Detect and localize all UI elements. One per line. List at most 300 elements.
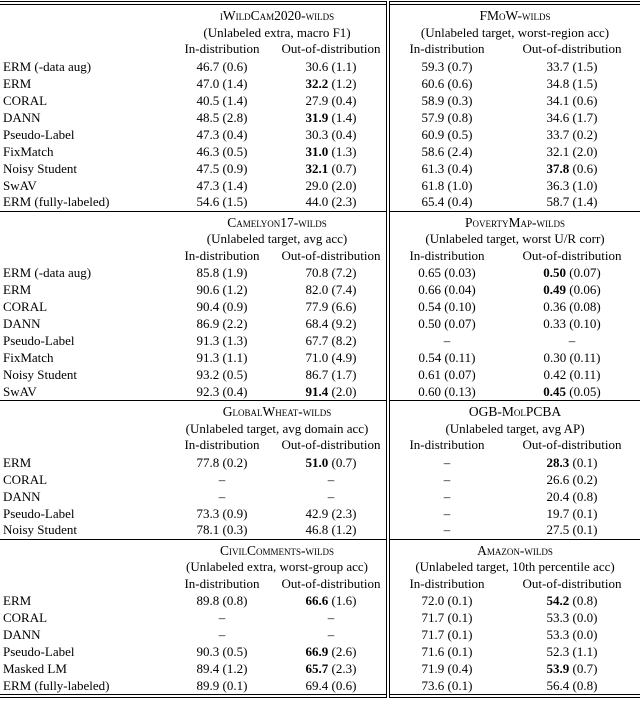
metric-stderr: (0.5) [222, 367, 248, 382]
dataset-subtitle-left: (Unlabeled target, avg acc) [206, 231, 348, 246]
table-row [0, 316, 640, 333]
value-cell [168, 350, 276, 367]
metric-stderr: (1.4) [572, 194, 598, 210]
metric-stderr: (0.4) [447, 160, 473, 176]
value-cell [504, 265, 640, 282]
dataset-title-left: Camelyon17-wilds [168, 211, 388, 231]
metric-stderr: (0.9) [222, 160, 248, 176]
value-cell [168, 454, 276, 471]
metric-value: 58.6 [421, 143, 445, 159]
metric-stderr: (0.10) [569, 316, 601, 331]
metric-stderr: (1.1) [331, 58, 357, 74]
metric-value: 90.6 [196, 282, 220, 297]
value-cell [168, 367, 276, 384]
table-row [0, 471, 640, 488]
value-cell [276, 58, 388, 75]
metric-value: 0.54 [418, 350, 442, 365]
table-row [0, 505, 640, 522]
dataset-subtitle-row [0, 420, 640, 437]
metric-stderr: (2.8) [222, 109, 248, 125]
column-header-in-distribution: In-distribution [184, 247, 260, 263]
value-cell [168, 299, 276, 316]
value-cell [276, 282, 388, 299]
method-label: CORAL [3, 92, 48, 108]
metric-stderr: (1.4) [222, 75, 248, 91]
metric-value: 0.42 [543, 367, 567, 382]
dataset-subtitle-row [0, 559, 640, 576]
table-row [0, 177, 640, 194]
value-cell [388, 644, 504, 661]
metric-value: – [443, 471, 451, 487]
dataset-subtitle-right: (Unlabeled target, avg AP) [388, 420, 640, 437]
metric-stderr: (8.2) [331, 333, 357, 348]
metric-stderr: (0.2) [222, 454, 248, 470]
column-header-in-distribution: In-distribution [388, 576, 504, 593]
metric-value: 0.50 [543, 265, 567, 280]
metric-value: – [327, 471, 335, 487]
metric-value: 91.3 [196, 333, 220, 348]
value-cell [168, 75, 276, 92]
column-header-row [0, 437, 640, 454]
value-cell [504, 350, 640, 367]
metric-stderr: (0.1) [447, 593, 473, 608]
table-row [0, 299, 640, 316]
metric-stderr: (0.1) [447, 610, 473, 625]
dataset-title-left: GlobalWheat-wilds [168, 401, 388, 421]
value-cell [388, 627, 504, 644]
value-cell [168, 160, 276, 177]
table-row [0, 367, 640, 384]
metric-stderr: (0.1) [222, 677, 248, 693]
metric-stderr: (1.7) [572, 109, 598, 125]
value-cell [276, 143, 388, 160]
value-cell [276, 644, 388, 661]
metric-value: 46.7 [196, 58, 220, 74]
method-column-spacer [0, 24, 168, 41]
value-cell [168, 177, 276, 194]
metric-value: 91.4 [305, 383, 329, 399]
metric-stderr: (0.8) [447, 109, 473, 125]
value-cell [168, 143, 276, 160]
method-label: Masked LM [3, 661, 67, 676]
metric-value: 89.8 [196, 593, 220, 608]
value-cell [388, 333, 504, 350]
metric-stderr: (0.8) [572, 677, 598, 693]
metric-stderr: (0.03) [444, 265, 476, 280]
metric-value: 60.6 [421, 75, 445, 91]
metric-stderr: (0.10) [444, 299, 476, 314]
metric-value: 54.6 [196, 194, 220, 210]
metric-value: 91.3 [196, 350, 220, 365]
metric-stderr: (0.9) [222, 299, 248, 314]
column-header-out-of-distribution: Out-of-distribution [281, 575, 381, 591]
metric-value: 71.6 [421, 644, 445, 659]
value-cell [168, 522, 276, 539]
metric-value: 30.6 [305, 58, 329, 74]
dataset-title-right: OGB-MolPCBA [388, 401, 640, 421]
column-header-row [0, 41, 640, 58]
metric-stderr: (2.0) [572, 143, 598, 159]
dataset-title-left: CivilComments-wilds [168, 539, 388, 559]
metric-stderr: (2.3) [331, 194, 357, 210]
metric-stderr: (6.6) [331, 299, 357, 314]
value-cell [504, 610, 640, 627]
metric-stderr: (0.7) [331, 454, 357, 470]
method-label: SwAV [3, 383, 37, 399]
method-label: DANN [3, 488, 41, 504]
column-header-in-distribution: In-distribution [184, 437, 260, 452]
metric-value: 31.9 [305, 109, 329, 125]
table-row [0, 58, 640, 75]
metric-value: 53.3 [546, 610, 570, 625]
value-cell [504, 661, 640, 678]
metric-value: 27.9 [305, 92, 329, 108]
metric-value: – [568, 333, 576, 348]
value-cell [388, 593, 504, 610]
method-label: ERM (fully-labeled) [3, 194, 110, 210]
metric-value: 42.9 [305, 505, 329, 521]
dataset-subtitle-right: (Unlabeled target, 10th percentile acc) [388, 559, 640, 576]
metric-stderr: (0.1) [447, 644, 473, 659]
metric-value: 47.5 [196, 160, 220, 176]
metric-value: 19.7 [546, 505, 570, 521]
metric-value: – [443, 488, 451, 504]
dataset-title-right: PovertyMap-wilds [388, 211, 640, 231]
metric-value: 31.0 [305, 143, 329, 159]
value-cell [504, 367, 640, 384]
method-label: Pseudo-Label [3, 333, 75, 348]
metric-stderr: (0.7) [447, 58, 473, 74]
method-label: Pseudo-Label [3, 505, 75, 521]
metric-stderr: (1.3) [331, 143, 357, 159]
metric-stderr: (0.2) [572, 471, 598, 487]
table-row [0, 644, 640, 661]
value-cell [276, 126, 388, 143]
metric-value: 73.3 [196, 505, 220, 521]
value-cell [168, 505, 276, 522]
metric-stderr: (0.11) [444, 350, 476, 365]
table-row [0, 109, 640, 126]
metric-value: 47.3 [196, 177, 220, 193]
metric-stderr: (2.0) [331, 177, 357, 193]
value-cell [388, 126, 504, 143]
table-row [0, 593, 640, 610]
metric-stderr: (0.4) [331, 92, 357, 108]
metric-stderr: (9.2) [331, 316, 357, 331]
metric-stderr: (0.1) [572, 505, 598, 521]
metric-value: 59.3 [421, 58, 445, 74]
value-cell [504, 194, 640, 211]
metric-value: 0.50 [418, 316, 442, 331]
value-cell [504, 109, 640, 126]
metric-stderr: (2.6) [331, 644, 357, 659]
metric-value: – [327, 488, 335, 504]
value-cell [276, 610, 388, 627]
metric-value: 32.2 [305, 75, 329, 91]
value-cell [168, 384, 276, 401]
value-cell [504, 678, 640, 696]
method-label: CORAL [3, 610, 48, 625]
metric-stderr: (0.8) [222, 593, 248, 608]
metric-stderr: (0.1) [572, 522, 598, 538]
metric-stderr: (1.3) [222, 333, 248, 348]
method-label: Pseudo-Label [3, 644, 75, 659]
column-header-out-of-distribution: Out-of-distribution [522, 437, 622, 452]
value-cell [504, 126, 640, 143]
method-column-spacer [0, 437, 168, 454]
method-label: ERM [3, 454, 32, 470]
value-cell [504, 505, 640, 522]
value-cell [168, 627, 276, 644]
method-column-spacer [0, 420, 168, 437]
metric-stderr: (0.11) [569, 350, 601, 365]
table-row [0, 610, 640, 627]
metric-value: 34.6 [546, 109, 570, 125]
value-cell [504, 177, 640, 194]
metric-value: 86.9 [196, 316, 220, 331]
value-cell [504, 454, 640, 471]
metric-stderr: (4.9) [331, 350, 357, 365]
dataset-subtitle-left: (Unlabeled target, avg domain acc) [185, 420, 369, 436]
value-cell [388, 610, 504, 627]
method-label: ERM (-data aug) [3, 265, 92, 280]
value-cell [504, 488, 640, 505]
metric-stderr: (1.5) [222, 194, 248, 210]
method-column-spacer [0, 3, 168, 24]
metric-stderr: (0.2) [572, 126, 598, 142]
metric-value: 28.3 [546, 454, 570, 470]
metric-value: 82.0 [305, 282, 329, 297]
metric-value: 53.9 [546, 661, 570, 676]
value-cell [276, 177, 388, 194]
value-cell [388, 454, 504, 471]
value-cell [388, 299, 504, 316]
metric-value: – [218, 627, 226, 642]
metric-value: 34.8 [546, 75, 570, 91]
method-column-spacer [0, 539, 168, 559]
metric-value: 60.9 [421, 126, 445, 142]
benchmark-results-table [0, 1, 640, 698]
method-column-spacer [0, 401, 168, 421]
value-cell [168, 92, 276, 109]
metric-stderr: (0.5) [447, 126, 473, 142]
column-header-out-of-distribution: Out-of-distribution [281, 247, 381, 263]
value-cell [388, 75, 504, 92]
value-cell [388, 384, 504, 401]
metric-stderr: (1.7) [331, 367, 357, 382]
metric-stderr: (1.4) [222, 177, 248, 193]
metric-stderr: (1.1) [572, 644, 598, 659]
metric-value: 71.9 [421, 661, 445, 676]
metric-stderr: (0.13) [444, 383, 476, 399]
value-cell [388, 92, 504, 109]
metric-stderr: (0.5) [222, 644, 248, 659]
value-cell [276, 265, 388, 282]
metric-value: 72.0 [421, 593, 445, 608]
metric-value: 0.30 [543, 350, 567, 365]
metric-value: 85.8 [196, 265, 220, 280]
value-cell [276, 316, 388, 333]
metric-stderr: (0.6) [331, 677, 357, 693]
value-cell [276, 333, 388, 350]
table-row [0, 454, 640, 471]
value-cell [388, 522, 504, 539]
method-column-spacer [0, 41, 168, 58]
value-cell [504, 282, 640, 299]
metric-value: 0.60 [418, 383, 442, 399]
dataset-subtitle-right: (Unlabeled target, worst U/R corr) [388, 231, 640, 248]
metric-value: 48.5 [196, 109, 220, 125]
method-label: CORAL [3, 471, 48, 487]
value-cell [388, 109, 504, 126]
metric-value: 89.4 [196, 661, 220, 676]
metric-stderr: (0.06) [569, 282, 601, 297]
value-cell [388, 143, 504, 160]
dataset-subtitle-row [0, 231, 640, 248]
value-cell [168, 678, 276, 696]
metric-stderr: (0.1) [572, 454, 598, 470]
metric-stderr: (2.3) [331, 661, 357, 676]
metric-stderr: (0.6) [572, 92, 598, 108]
value-cell [168, 265, 276, 282]
value-cell [168, 610, 276, 627]
metric-stderr: (0.07) [569, 265, 601, 280]
metric-stderr: (0.4) [331, 126, 357, 142]
metric-value: 66.9 [305, 644, 329, 659]
value-cell [276, 522, 388, 539]
metric-stderr: (0.0) [572, 610, 598, 625]
metric-stderr: (1.4) [331, 109, 357, 125]
metric-stderr: (0.6) [222, 58, 248, 74]
method-label: SwAV [3, 177, 37, 193]
metric-stderr: (0.04) [444, 282, 476, 297]
value-cell [388, 58, 504, 75]
dataset-subtitle-row [0, 24, 640, 41]
column-header-out-of-distribution: Out-of-distribution [522, 247, 622, 263]
metric-value: – [443, 333, 451, 348]
metric-value: 90.4 [196, 299, 220, 314]
method-column-spacer [0, 559, 168, 576]
method-label: FixMatch [3, 143, 54, 159]
metric-stderr: (0.07) [444, 367, 476, 382]
dataset-header-row [0, 3, 640, 24]
metric-value: 92.3 [196, 383, 220, 399]
value-cell [504, 58, 640, 75]
metric-value: 77.9 [305, 299, 329, 314]
column-header-in-distribution: In-distribution [388, 248, 504, 265]
value-cell [388, 350, 504, 367]
metric-stderr: (0.6) [447, 75, 473, 91]
metric-value: 58.7 [546, 194, 570, 210]
method-label: DANN [3, 109, 41, 125]
metric-value: 27.5 [546, 522, 570, 538]
column-header-out-of-distribution: Out-of-distribution [522, 41, 622, 56]
metric-value: 36.3 [546, 177, 570, 193]
column-header-in-distribution: In-distribution [388, 41, 504, 58]
value-cell [504, 644, 640, 661]
value-cell [168, 661, 276, 678]
metric-value: 78.1 [196, 522, 220, 538]
metric-stderr: (1.5) [572, 75, 598, 91]
value-cell [388, 367, 504, 384]
metric-value: – [443, 522, 451, 538]
method-label: Noisy Student [3, 160, 78, 176]
value-cell [168, 644, 276, 661]
metric-stderr: (1.9) [222, 265, 248, 280]
value-cell [388, 505, 504, 522]
value-cell [504, 299, 640, 316]
dataset-title-right: Amazon-wilds [388, 539, 640, 559]
value-cell [276, 593, 388, 610]
column-header-in-distribution: In-distribution [184, 575, 260, 591]
metric-value: – [443, 454, 451, 470]
metric-stderr: (0.1) [447, 677, 473, 693]
table-row [0, 265, 640, 282]
method-label: ERM (fully-labeled) [3, 677, 110, 693]
value-cell [276, 661, 388, 678]
metric-value: 0.49 [543, 282, 567, 297]
metric-stderr: (0.11) [569, 367, 601, 382]
method-label: Noisy Student [3, 367, 78, 382]
column-header-out-of-distribution: Out-of-distribution [281, 41, 381, 56]
table-row [0, 75, 640, 92]
value-cell [168, 333, 276, 350]
metric-stderr: (2.2) [222, 316, 248, 331]
value-cell [388, 678, 504, 696]
dataset-header-row [0, 401, 640, 421]
metric-value: 30.3 [305, 126, 329, 142]
metric-value: 32.1 [305, 160, 329, 176]
metric-stderr: (0.07) [444, 316, 476, 331]
table-row [0, 194, 640, 211]
metric-stderr: (1.2) [222, 661, 248, 676]
value-cell [504, 593, 640, 610]
value-cell [276, 350, 388, 367]
metric-stderr: (2.3) [331, 505, 357, 521]
metric-value: 0.66 [418, 282, 442, 297]
method-label: ERM [3, 282, 32, 297]
metric-value: 0.33 [543, 316, 567, 331]
metric-stderr: (1.2) [331, 75, 357, 91]
value-cell [276, 92, 388, 109]
method-label: ERM (-data aug) [3, 58, 92, 74]
value-cell [388, 194, 504, 211]
metric-value: 0.36 [543, 299, 567, 314]
metric-value: 93.2 [196, 367, 220, 382]
metric-value: 46.8 [305, 522, 329, 538]
metric-stderr: (0.4) [447, 194, 473, 210]
value-cell [168, 58, 276, 75]
metric-stderr: (7.2) [331, 265, 357, 280]
metric-value: – [218, 610, 226, 625]
method-label: ERM [3, 593, 32, 608]
metric-value: 0.45 [543, 383, 567, 399]
method-label: Pseudo-Label [3, 126, 75, 142]
metric-value: 65.4 [421, 194, 445, 210]
metric-value: 57.9 [421, 109, 445, 125]
table-row [0, 661, 640, 678]
metric-value: 33.7 [546, 58, 570, 74]
value-cell [276, 194, 388, 211]
value-cell [504, 333, 640, 350]
metric-value: – [218, 488, 226, 504]
metric-value: 44.0 [305, 194, 329, 210]
table-row [0, 522, 640, 539]
metric-stderr: (0.5) [222, 143, 248, 159]
metric-stderr: (1.2) [331, 522, 357, 538]
value-cell [388, 282, 504, 299]
dataset-subtitle-right: (Unlabeled target, worst-region acc) [388, 24, 640, 41]
